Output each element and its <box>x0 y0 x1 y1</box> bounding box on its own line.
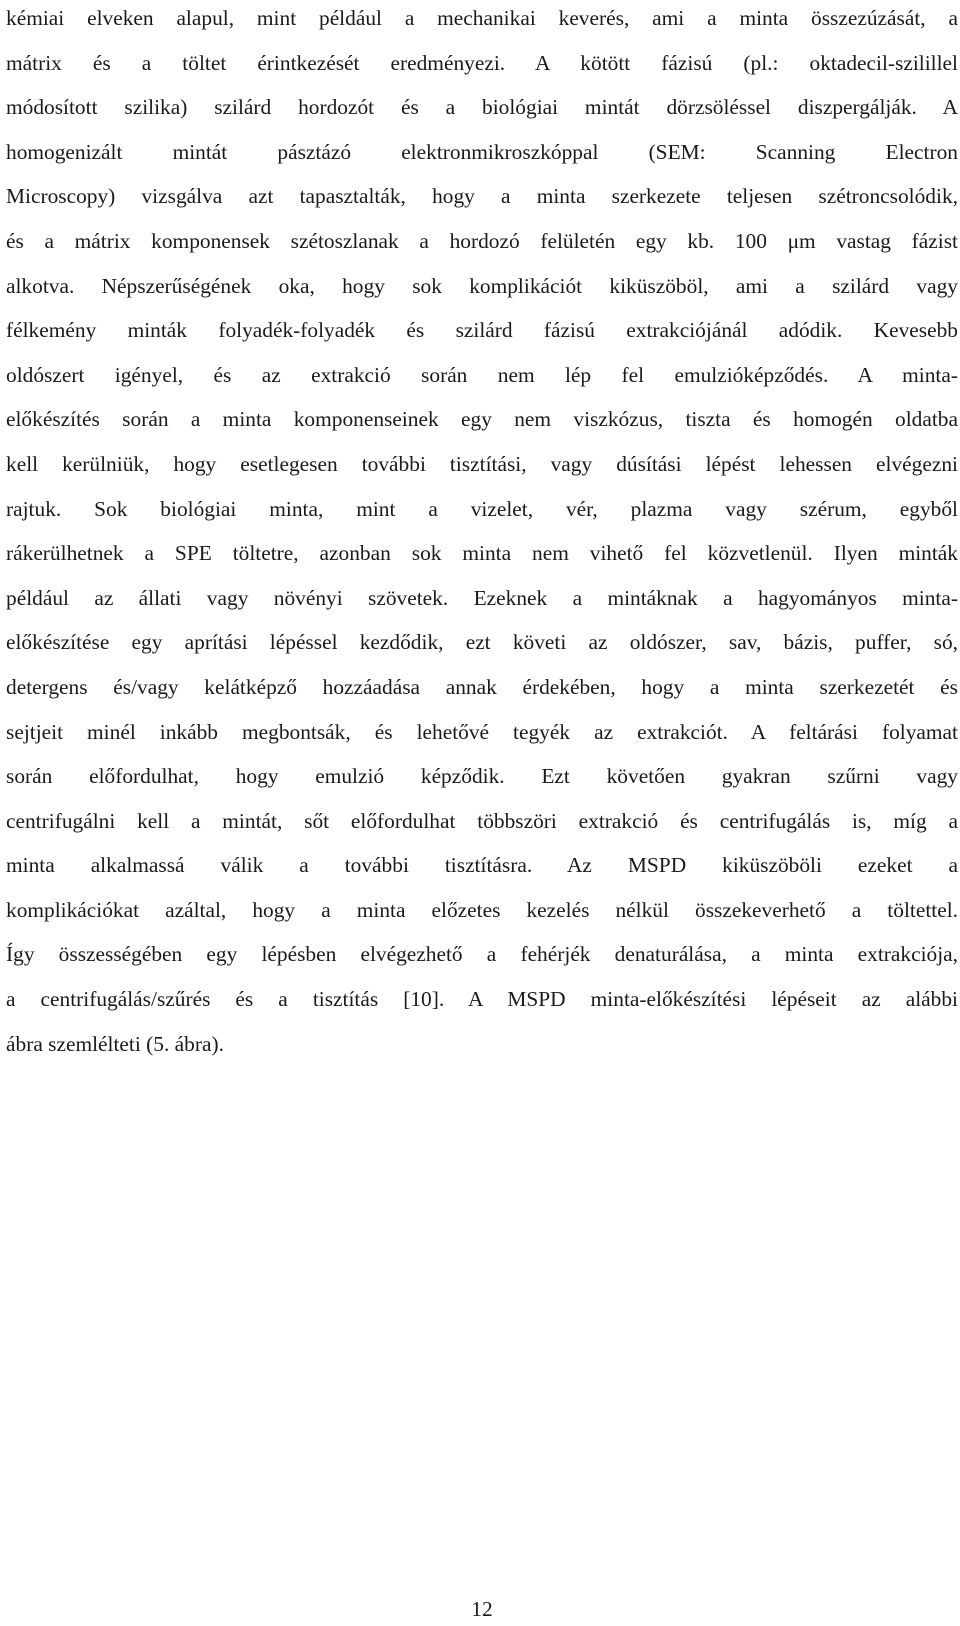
text-line: például az állati vagy növényi szövetek. Ezeknek a mintáknak a hagyományos minta- <box>6 585 958 610</box>
document-page <box>6 0 958 1626</box>
text-line: a centrifugálás/szűrés és a tisztítás [10]. A MSPD minta-előkészítési lépéseit az alábbi <box>6 987 958 1012</box>
text-line: komplikációkat azáltal, hogy a minta előzetes kezelés nélkül összekeverhető a töltettel. <box>6 897 958 922</box>
text-line-last: ábra szemlélteti (5. ábra). <box>6 1031 224 1056</box>
body-paragraph <box>6 0 958 1066</box>
text-line: oldószert igényel, és az extrakció során nem lép fel emulzióképződés. A minta- <box>6 362 958 387</box>
text-line: során előfordulhat, hogy emulzió képződik. Ezt követően gyakran szűrni vagy <box>6 764 958 789</box>
text-line: kémiai elveken alapul, mint például a mechanikai keverés, ami a minta összezúzását, a <box>6 6 958 30</box>
text-line: sejtjeit minél inkább megbontsák, és lehetővé tegyék az extrakciót. A feltárási folyamat <box>6 719 958 744</box>
text-line: Microscopy) vizsgálva azt tapasztalták, hogy a minta szerkezete teljesen szétroncsolódik, <box>6 184 958 209</box>
text-line: előkészítése egy aprítási lépéssel kezdődik, ezt követi az oldószer, sav, bázis, puffer, só, <box>6 630 958 655</box>
text-line: mátrix és a töltet érintkezését eredményezi. A kötött fázisú (pl.: oktadecil-szilillel <box>6 50 958 75</box>
page-number: 12 <box>471 1597 493 1621</box>
text-line: minta alkalmassá válik a további tisztításra. Az MSPD kiküszöböli ezeket a <box>6 853 958 878</box>
text-line: kell kerülniük, hogy esetlegesen további tisztítási, vagy dúsítási lépést lehessen elvégezni <box>6 451 958 476</box>
text-line: rákerülhetnek a SPE töltetre, azonban sok minta nem vihető fel közvetlenül. Ilyen minták <box>6 541 958 566</box>
text-line: detergens és/vagy kelátképző hozzáadása annak érdekében, hogy a minta szerkezetét és <box>6 674 958 699</box>
text-line: előkészítés során a minta komponenseinek egy nem viszkózus, tiszta és homogén oldatba <box>6 407 958 432</box>
text-line: félkemény minták folyadék-folyadék és szilárd fázisú extrakciójánál adódik. Kevesebb <box>6 318 958 343</box>
text-line: Így összességében egy lépésben elvégezhető a fehérjék denaturálása, a minta extrakciója, <box>6 942 958 967</box>
text-line: centrifugálni kell a mintát, sőt előfordulhat többszöri extrakció és centrifugálás is, míg a <box>6 808 958 833</box>
text-line: homogenizált mintát pásztázó elektronmikroszkóppal (SEM: Scanning Electron <box>6 139 958 164</box>
text-line: alkotva. Népszerűségének oka, hogy sok komplikációt kiküszöböl, ami a szilárd vagy <box>6 273 958 298</box>
text-line: és a mátrix komponensek szétoszlanak a hordozó felületén egy kb. 100 μm vastag fázist <box>6 228 958 253</box>
text-line: módosított szilika) szilárd hordozót és a biológiai mintát dörzsöléssel diszpergálják. A <box>6 95 958 120</box>
text-line: rajtuk. Sok biológiai minta, mint a vizelet, vér, plazma vagy szérum, egyből <box>6 496 958 521</box>
